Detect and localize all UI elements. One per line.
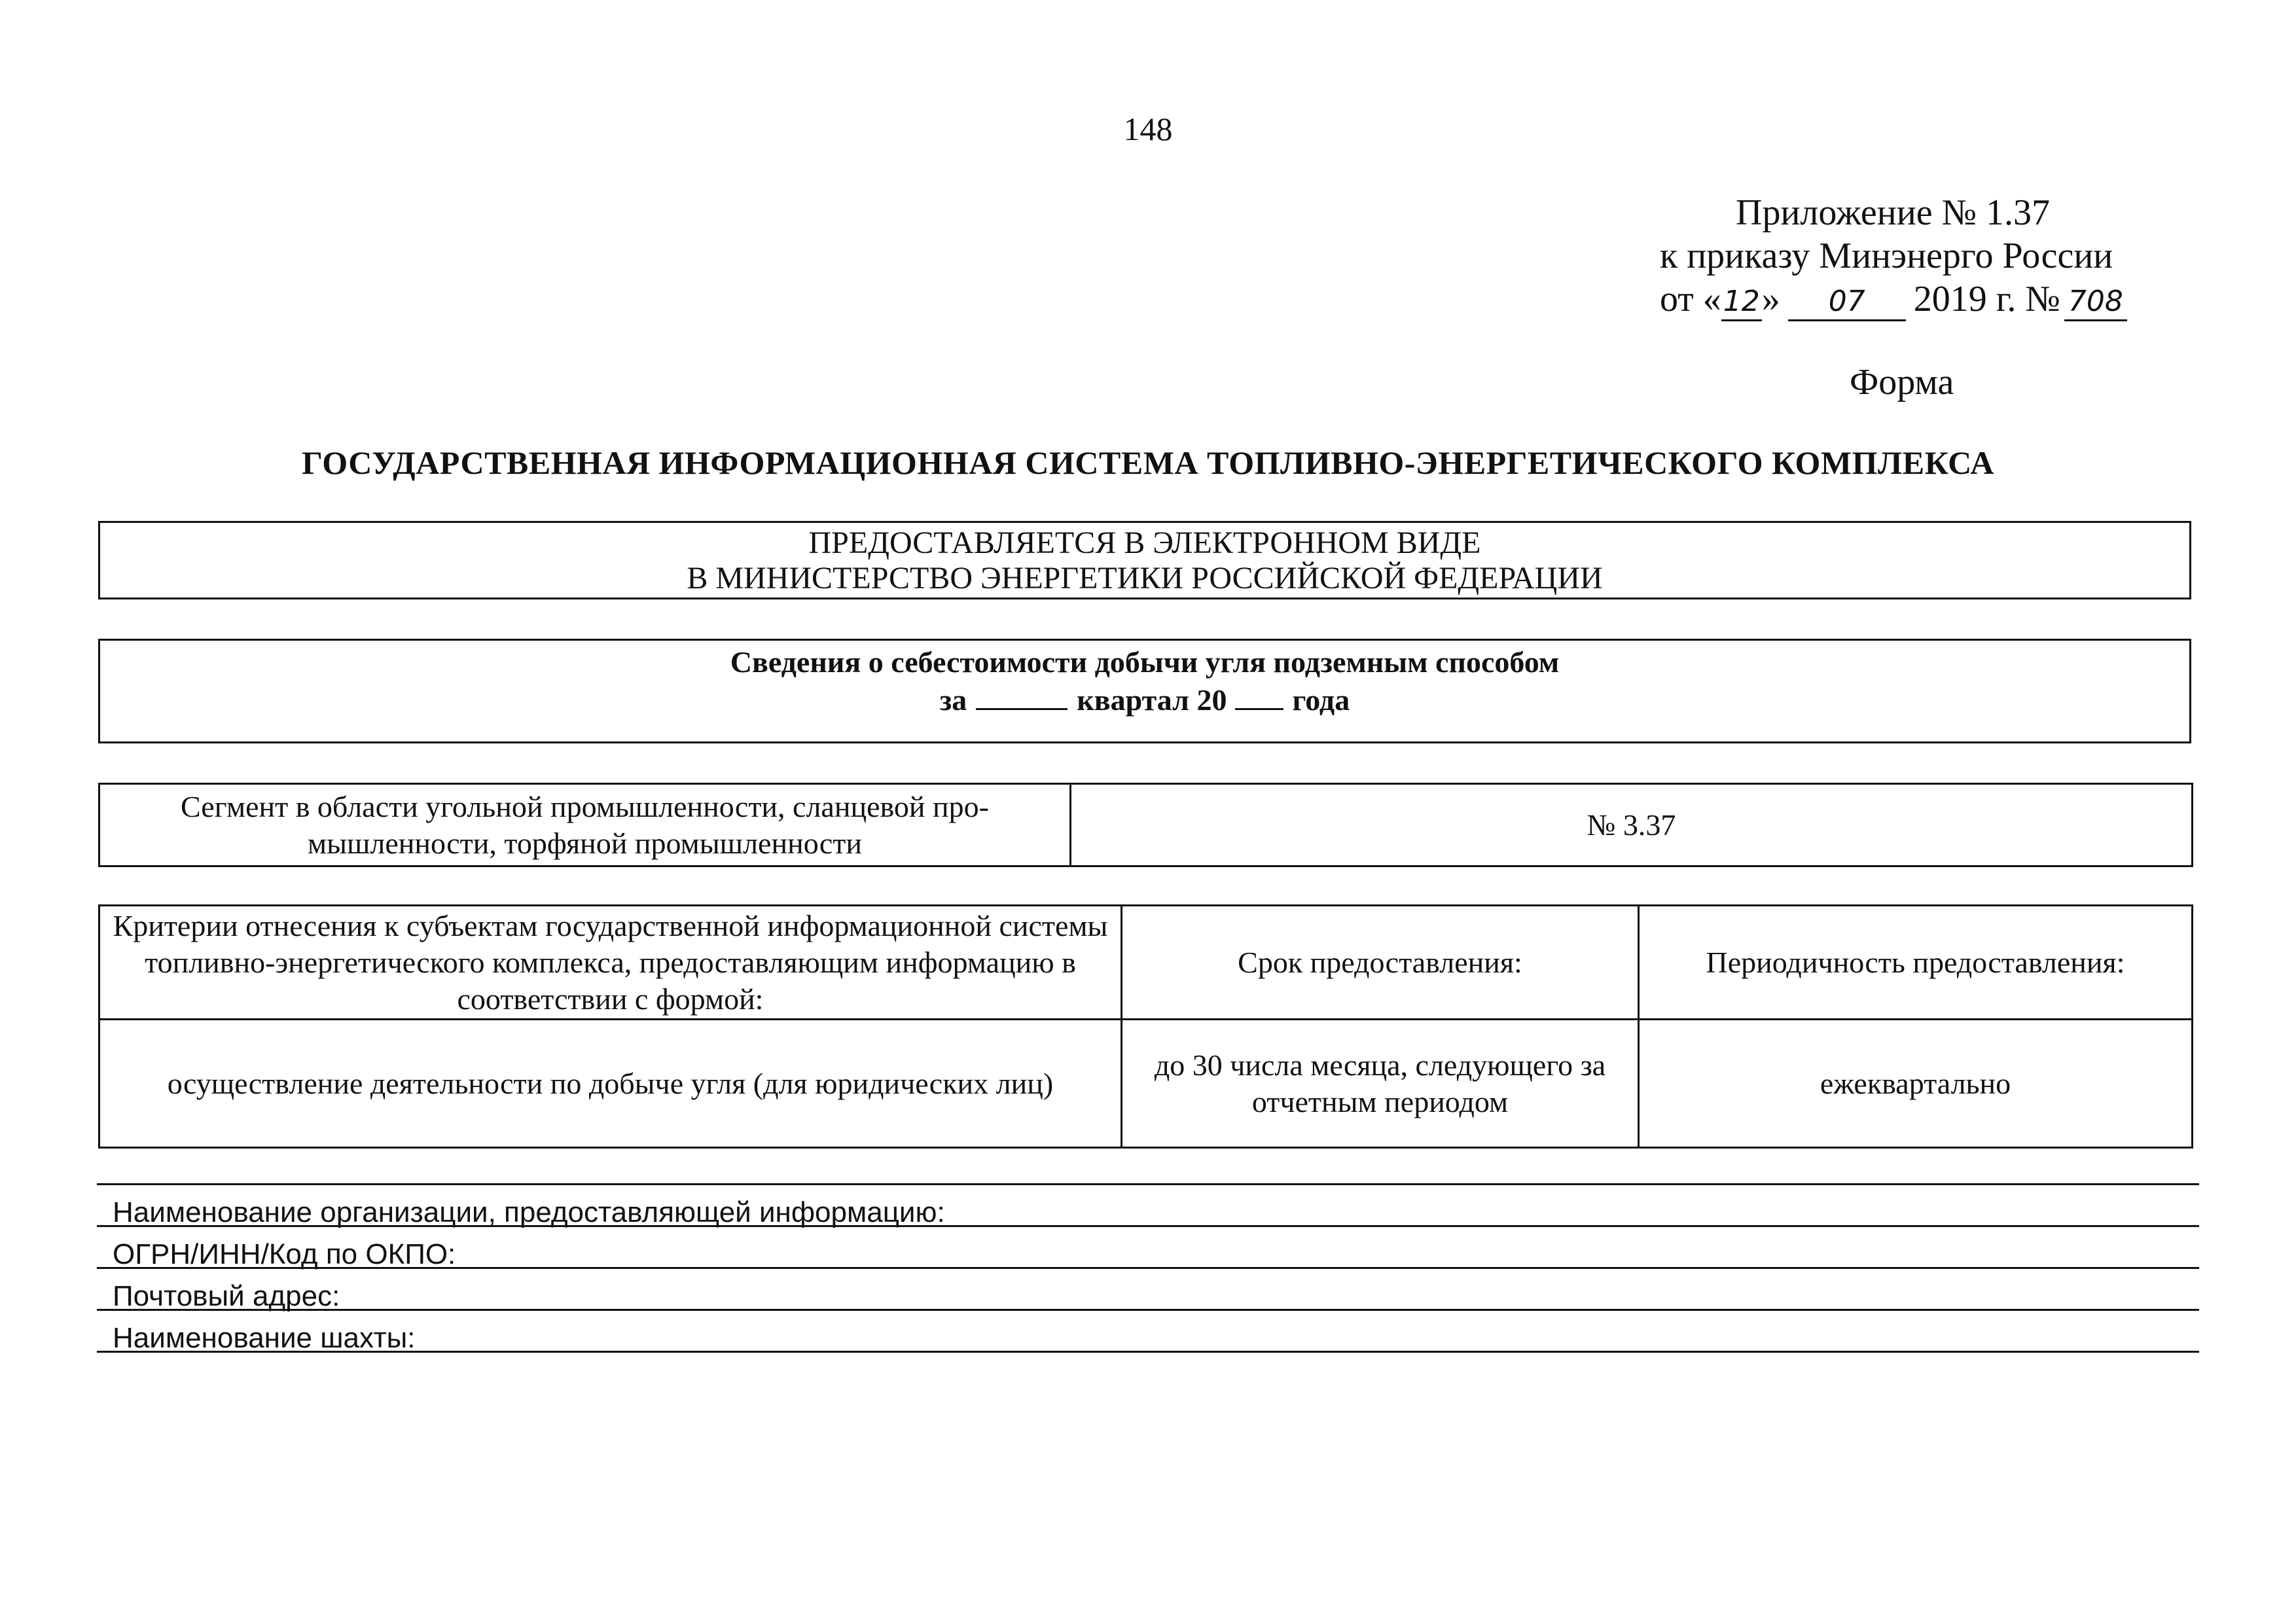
organization-name-label: Наименование организации, предоставляющей информацию: <box>113 1196 945 1228</box>
report-title: Сведения о себестоимости добычи угля подземным способом <box>730 645 1560 679</box>
date-year: 2019 г. № <box>1913 279 2060 319</box>
ogrn-inn-okpo-field[interactable] <box>97 1227 2199 1269</box>
mine-name-label: Наименование шахты: <box>113 1322 416 1354</box>
deadline-header: Срок предоставления: <box>1122 906 1639 1020</box>
segment-label-line-1: Сегмент в области угольной промышленности, сланцевой про- <box>181 789 989 823</box>
ogrn-inn-okpo-label: ОГРН/ИНН/Код по ОКПО: <box>113 1238 456 1270</box>
page-number: 148 <box>1123 111 1173 147</box>
submission-notice-box <box>98 521 2191 599</box>
appendix-number: Приложение № 1.37 <box>1736 192 2050 233</box>
gis-title: ГОСУДАРСТВЕННАЯ ИНФОРМАЦИОННАЯ СИСТЕМА ТОПЛИВНО-ЭНЕРГЕТИЧЕСКОГО КОМПЛЕКСА <box>302 444 1994 481</box>
frequency-header: Периодичность предоставления: <box>1639 906 2193 1020</box>
appendix-order-ref: к приказу Минэнерго России <box>1660 236 2113 276</box>
handwritten-month: 07 <box>1788 284 1906 321</box>
criteria-header: Критерии отнесения к субъектам государственной информационной системы топливно-энергетического комплекса, предоставляющим информацию в соответствии с формой: <box>99 906 1122 1020</box>
period-suffix: года <box>1292 683 1350 717</box>
segment-table <box>98 783 2193 867</box>
handwritten-order-number: 708 <box>2064 284 2127 321</box>
appendix-date-line <box>1660 277 2127 321</box>
handwritten-day: 12 <box>1721 284 1762 321</box>
date-prefix: от « <box>1660 279 1721 319</box>
submission-line-2: В МИНИСТЕРСТВО ЭНЕРГЕТИКИ РОССИЙСКОЙ ФЕДЕРАЦИИ <box>687 561 1603 596</box>
form-label: Форма <box>1850 362 1954 402</box>
segment-label <box>99 784 1071 866</box>
report-title-box <box>98 639 2191 743</box>
year-blank <box>1235 683 1283 710</box>
criteria-table <box>98 904 2193 1149</box>
segment-number: № 3.37 <box>1071 784 2193 866</box>
period-middle: квартал 20 <box>1077 683 1227 717</box>
organization-name-field[interactable] <box>97 1185 2199 1227</box>
period-prefix: за <box>939 683 967 717</box>
appendix-header <box>1660 191 2127 321</box>
report-period <box>100 681 2189 719</box>
frequency-value: ежеквартально <box>1639 1020 2193 1148</box>
deadline-value: до 30 числа месяца, следующего за отчетным периодом <box>1122 1020 1639 1148</box>
postal-address-field[interactable] <box>97 1269 2199 1311</box>
organization-fields <box>97 1183 2199 1353</box>
submission-line-1: ПРЕДОСТАВЛЯЕТСЯ В ЭЛЕКТРОННОМ ВИДЕ <box>808 526 1481 560</box>
segment-label-line-2: мышленности, торфяной промышленности <box>308 826 862 860</box>
mine-name-field[interactable] <box>97 1311 2199 1353</box>
postal-address-label: Почтовый адрес: <box>113 1280 340 1312</box>
date-day-close: » <box>1761 279 1780 319</box>
criteria-value: осуществление деятельности по добыче угля (для юридических лиц) <box>99 1020 1122 1148</box>
quarter-blank <box>976 683 1067 710</box>
